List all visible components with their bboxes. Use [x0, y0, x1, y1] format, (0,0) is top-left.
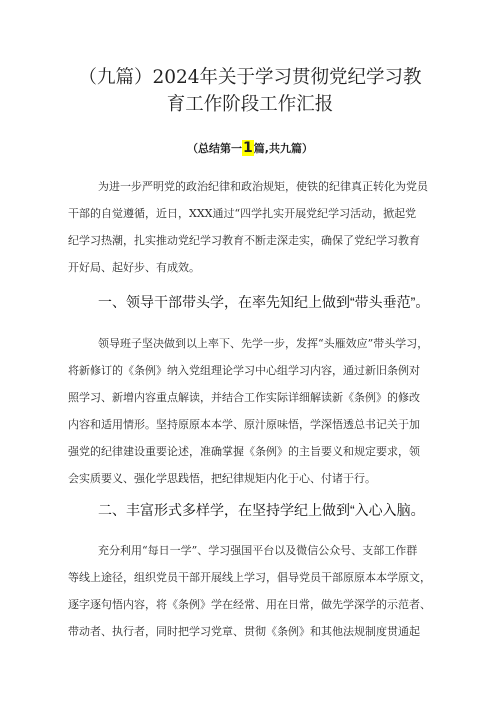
section-1-line: 会实质要义、强化学思践悟，把纪律规矩内化于心、付诸于行。 [68, 472, 376, 485]
section-1-line: 将新修订的《条例》纳入党组理论学习中心组学习内容，通过新旧条例对 [68, 364, 420, 377]
section-1-line: 照学习、新增内容重点解读，并结合工作实际详细解读新《条例》的修改 [68, 391, 420, 404]
section-2-line: 等线上途径，组织党员干部开展线上学习，倡导党员干部原原本本学原文， [68, 571, 431, 584]
intro-line: 开好局、起好步、有成效。 [68, 261, 200, 274]
intro-line: 为进一步严明党的政治纪律和政治规矩，使铁的纪律真正转化为党员 [98, 180, 428, 193]
section-1-heading: 一、领导干部带头学，在率先知纪上做到“带头垂范”。 [98, 294, 430, 310]
document-title-line-2: 育工作阶段工作汇报 [166, 94, 334, 115]
section-2-heading: 二、丰富形式多样学，在坚持学纪上做到“入心入脑。 [98, 502, 425, 518]
section-2-line: 带动者、执行者，同时把学习党章、贯彻《条例》和其他法规制度贯通起 [68, 625, 420, 638]
section-1-line: 内容和适用情形。坚持原原本本学、原汁原味悟，学深悟透总书记关于加 [68, 418, 420, 431]
section-2-line: 充分利用“每日一学”、学习强国平台以及微信公众号、支部工作群 [98, 544, 418, 557]
intro-line: 干部的自觉遵循，近日，XXX通过“四学扎实开展党纪学习活动，掀起党 [68, 207, 417, 220]
section-2-line: 逐字逐句悟内容，将《条例》学在经常、用在日常，做先学深学的示范者、 [68, 598, 431, 611]
section-1-line: 领导班子坚决做到以上率下、先学一步，发挥“头雁效应”带头学习， [98, 337, 429, 350]
subtitle-suffix: 篇,共九篇） [253, 142, 313, 155]
subtitle-prefix: （总结第一 [187, 142, 243, 155]
subtitle-highlight: 1 [243, 140, 253, 156]
document-title-line-1: （九篇）2024年关于学习贯彻党纪学习教 [78, 67, 422, 88]
section-1-line: 强党的纪律建设重要论述，准确掌握《条例》的主旨要义和规定要求，领 [68, 445, 420, 458]
intro-line: 纪学习热潮，扎实推动党纪学习教育不断走深走实，确保了党纪学习教育 [68, 234, 420, 247]
document-subtitle [0, 138, 500, 159]
